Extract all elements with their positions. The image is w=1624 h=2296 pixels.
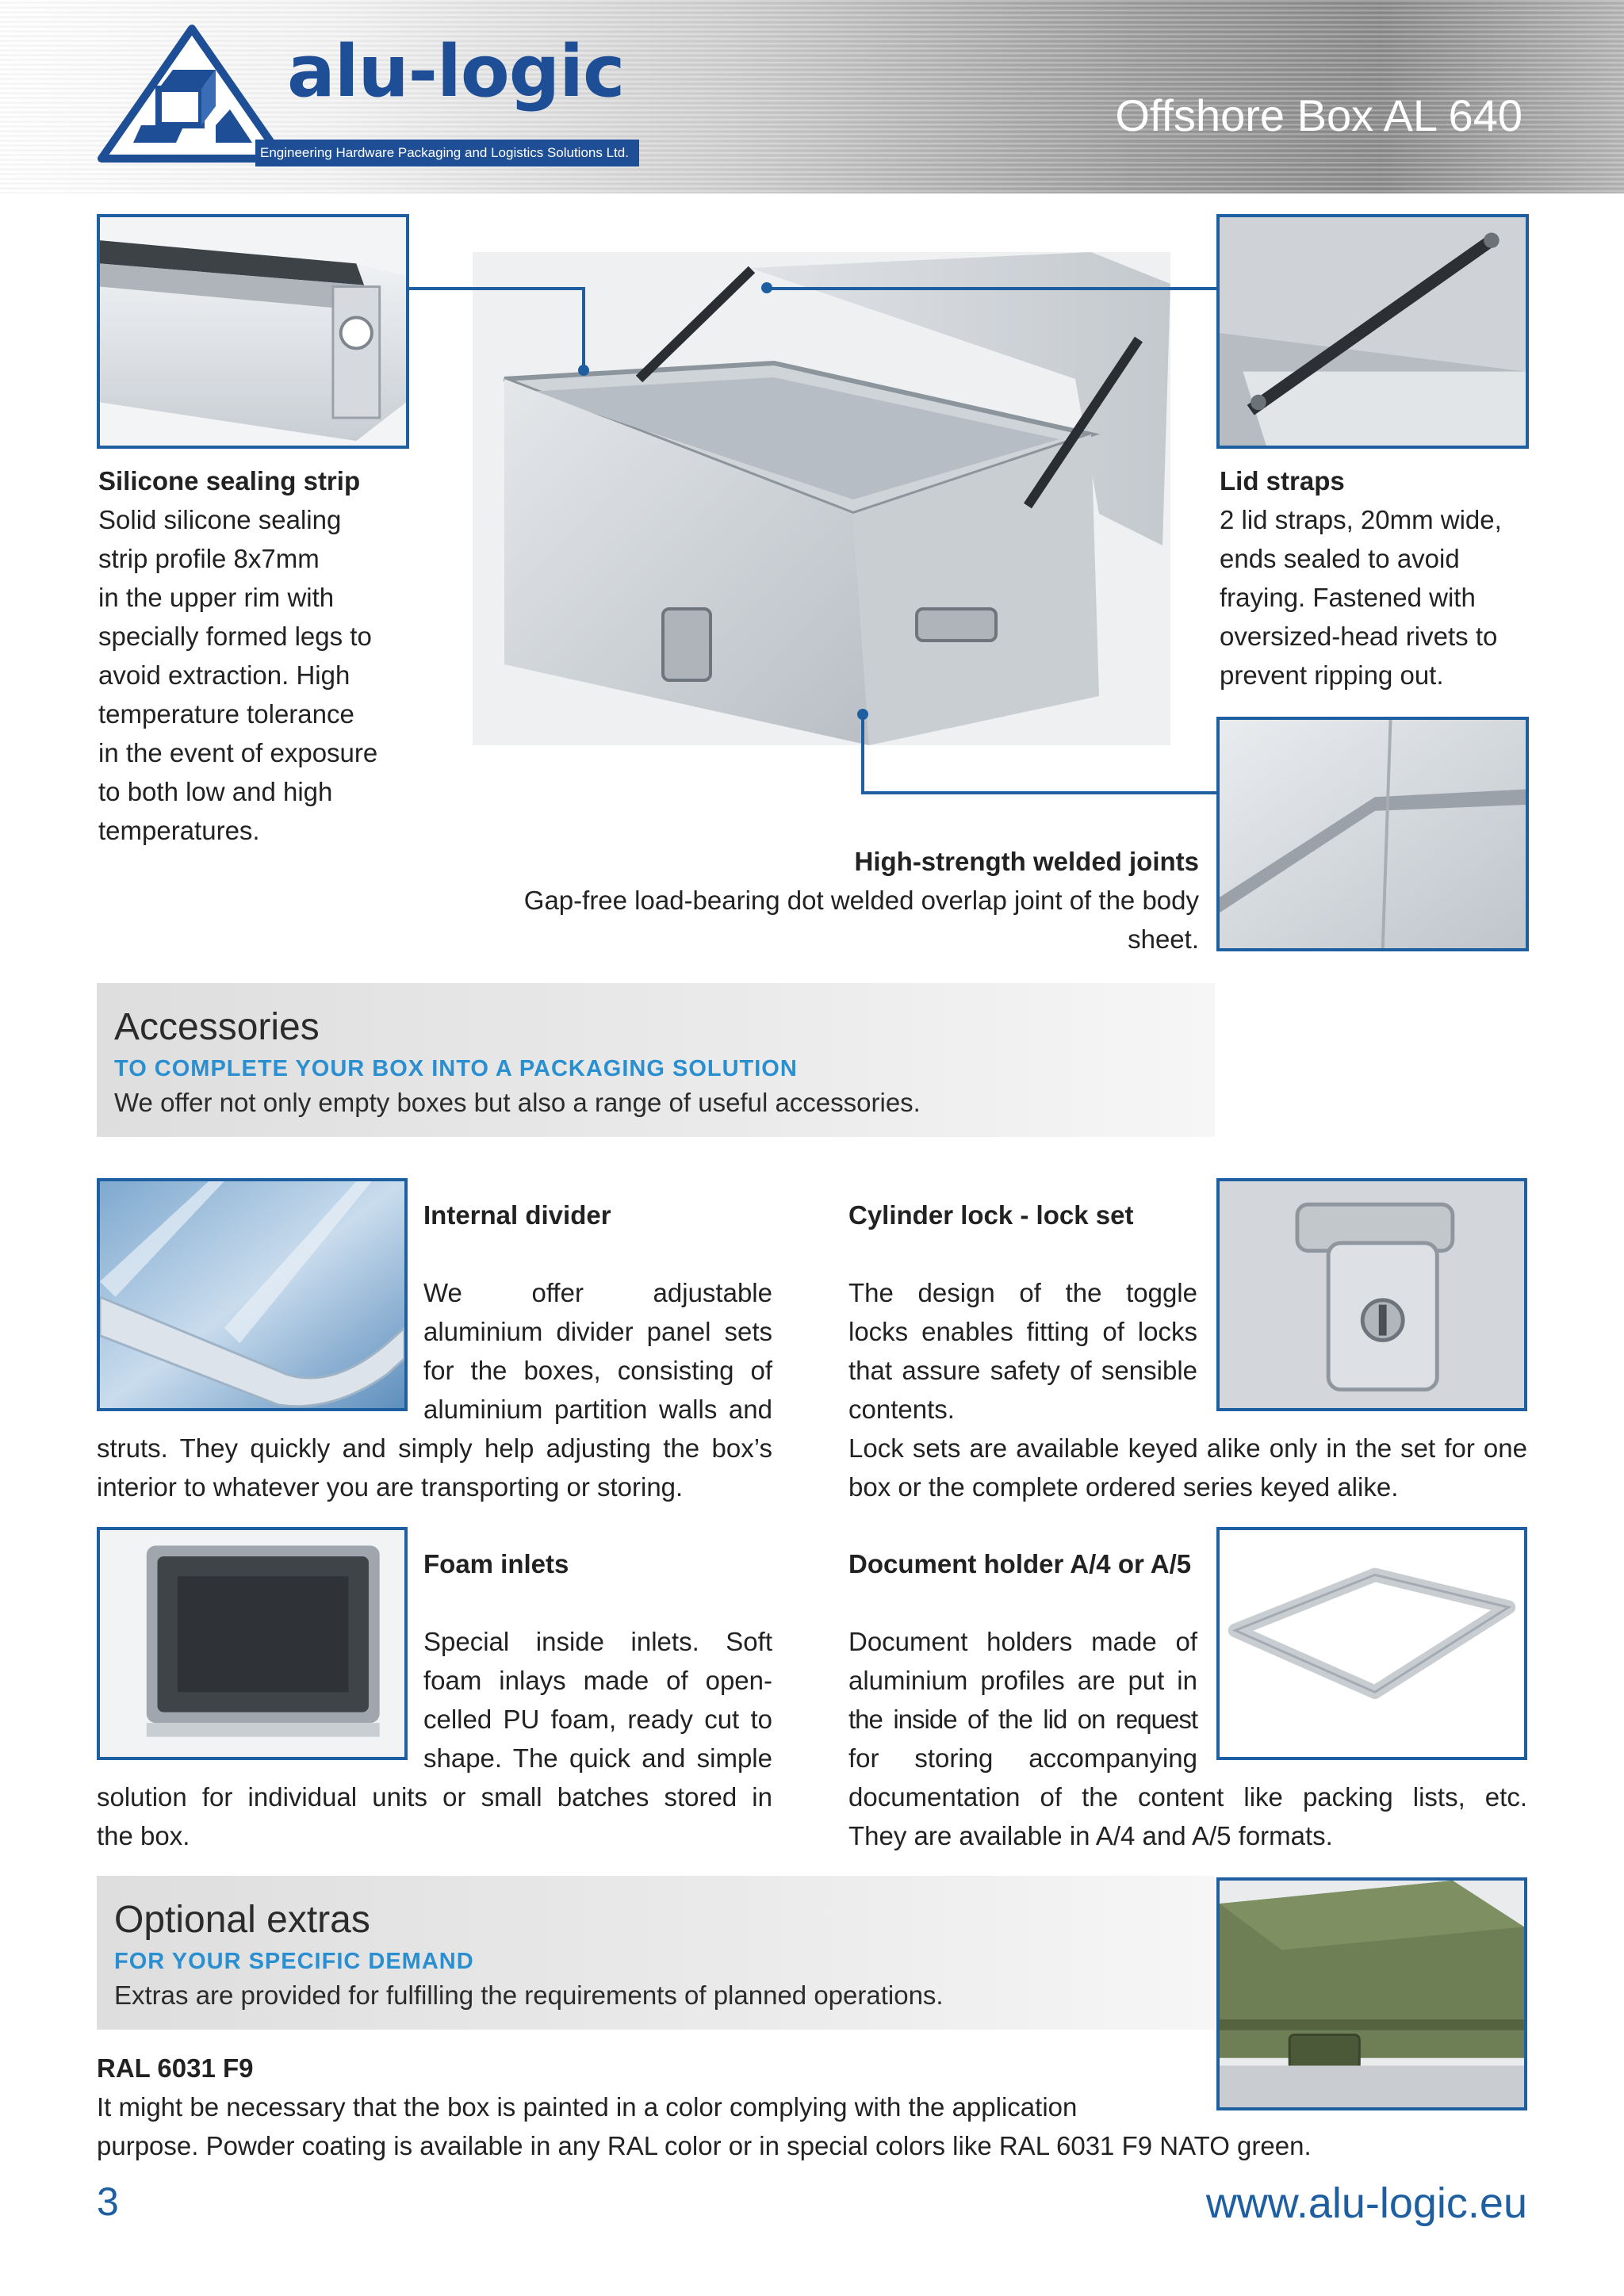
accessories-description: We offer not only empty boxes but also a range of useful accessories. <box>114 1088 921 1117</box>
extras-description: Extras are provided for fulfilling the requirements of planned operations. <box>114 1980 944 2010</box>
lid-straps-text <box>1220 461 1553 695</box>
lock-line: Lock sets are available keyed alike only in the set for one <box>848 1433 1527 1463</box>
callout-dot-straps <box>761 282 772 293</box>
divider-line: struts. They quickly and simply help adjusting the box’s <box>97 1433 772 1463</box>
foam-line: Special inside inlets. Soft <box>423 1627 772 1656</box>
page-header <box>0 0 1624 193</box>
straps-line: prevent ripping out. <box>1220 660 1444 690</box>
document-line: aluminium profiles are put in <box>848 1666 1197 1695</box>
accessories-subtitle: TO COMPLETE YOUR BOX INTO A PACKAGING SOLUTION <box>114 1056 798 1081</box>
cylinder-lock-text <box>848 1196 1197 1429</box>
cylinder-lock-photo <box>1216 1178 1527 1411</box>
lock-line: box or the complete ordered series keyed alike. <box>848 1472 1399 1502</box>
lock-line: The design of the toggle <box>848 1278 1197 1307</box>
callout-line-joints <box>861 791 1216 794</box>
divider-line: aluminium partition walls and <box>423 1395 772 1424</box>
callout-dot-joints <box>857 709 868 720</box>
internal-divider-photo <box>97 1178 408 1411</box>
page-title: Offshore Box AL 640 <box>1115 90 1522 140</box>
foam-line: the box. <box>97 1821 190 1850</box>
ral-heading: RAL 6031 F9 <box>97 2053 254 2083</box>
divider-line: We offer adjustable <box>423 1278 772 1307</box>
callout-line-straps <box>766 287 1216 290</box>
extras-subtitle: FOR YOUR SPECIFIC DEMAND <box>114 1949 474 1974</box>
document-holder-text-wide <box>848 1777 1527 1855</box>
internal-divider-text <box>423 1196 772 1429</box>
divider-line: interior to whatever you are transporting or storing. <box>97 1472 684 1502</box>
document-line: Document holders made of <box>848 1627 1197 1656</box>
document-line: for storing accompanying <box>848 1743 1197 1773</box>
foam-inlets-heading: Foam inlets <box>423 1549 569 1578</box>
straps-line: 2 lid straps, 20mm wide, <box>1220 505 1502 534</box>
main-box-photo <box>473 252 1170 745</box>
sealing-line: to both low and high <box>98 777 333 806</box>
accessories-band <box>97 983 1215 1137</box>
sealing-line: Solid silicone sealing <box>98 505 342 534</box>
extras-title: Optional extras <box>114 1899 370 1941</box>
sealing-line: specially formed legs to <box>98 622 372 651</box>
sealing-line: avoid extraction. High <box>98 660 350 690</box>
welded-joints-text <box>460 842 1199 959</box>
foam-line: solution for individual units or small batches stored in <box>97 1782 772 1812</box>
document-holder-text <box>848 1544 1197 1777</box>
sealing-line: in the upper rim with <box>98 583 335 612</box>
welded-joints-heading: High-strength welded joints <box>854 847 1199 876</box>
sealing-line: in the event of exposure <box>98 738 378 767</box>
ral-text <box>97 2049 1524 2165</box>
accessories-title: Accessories <box>114 1006 320 1048</box>
cylinder-lock-text-wide <box>848 1429 1527 1506</box>
document-line: They are available in A/4 and A/5 formats. <box>848 1821 1333 1850</box>
divider-line: for the boxes, consisting of <box>423 1356 772 1385</box>
foam-line: shape. The quick and simple <box>423 1743 772 1773</box>
sealing-line: temperature tolerance <box>98 699 354 729</box>
internal-divider-text-wide <box>97 1429 772 1506</box>
foam-inlets-text <box>423 1544 772 1777</box>
ral-line: purpose. Powder coating is available in any RAL color or in special colors like RAL 6031 F9 NATO green. <box>97 2131 1312 2160</box>
straps-line: ends sealed to avoid <box>1220 544 1460 573</box>
document-line: the inside of the lid on request <box>848 1705 1197 1734</box>
brand-tagline: Engineering Hardware Packaging and Logistics Solutions Ltd. <box>255 140 639 166</box>
straps-line: fraying. Fastened with <box>1220 583 1476 612</box>
document-line: documentation of the content like packing lists, etc. <box>848 1782 1527 1812</box>
welded-joints-photo <box>1216 717 1529 951</box>
lock-line: contents. <box>848 1395 955 1424</box>
website-link[interactable]: www.alu-logic.eu <box>1205 2179 1527 2227</box>
sealing-strip-photo <box>97 214 409 449</box>
document-holder-photo <box>1216 1527 1527 1760</box>
lid-straps-photo <box>1216 214 1529 449</box>
divider-line: aluminium divider panel sets <box>423 1317 772 1346</box>
cylinder-lock-heading: Cylinder lock - lock set <box>848 1200 1134 1230</box>
straps-line: oversized-head rivets to <box>1220 622 1498 651</box>
foam-inlets-text-wide <box>97 1777 772 1855</box>
callout-line-sealing <box>409 287 584 290</box>
callout-line-sealing-v <box>582 287 585 369</box>
callout-line-joints-v <box>861 715 864 793</box>
foam-inlets-photo <box>97 1527 408 1760</box>
callout-dot-sealing <box>578 365 589 376</box>
joints-line: Gap-free load-bearing dot welded overlap joint of the body <box>523 886 1199 915</box>
lock-line: locks enables fitting of locks <box>848 1317 1197 1346</box>
brand-name: alu-logic <box>287 30 625 113</box>
internal-divider-heading: Internal divider <box>423 1200 611 1230</box>
foam-line: foam inlays made of open- <box>423 1666 772 1695</box>
joints-line: sheet. <box>1128 924 1199 954</box>
sealing-line: temperatures. <box>98 816 260 845</box>
sealing-line: strip profile 8x7mm <box>98 544 320 573</box>
page-number: 3 <box>97 2179 119 2224</box>
lid-straps-heading: Lid straps <box>1220 466 1345 496</box>
sealing-strip-heading: Silicone sealing strip <box>98 466 361 496</box>
ral-line: It might be necessary that the box is painted in a color complying with the application <box>97 2092 1078 2122</box>
foam-line: celled PU foam, ready cut to <box>423 1705 772 1734</box>
lock-line: that assure safety of sensible <box>848 1356 1197 1385</box>
extras-band <box>97 1876 1215 2030</box>
sealing-strip-text <box>98 461 431 850</box>
document-holder-heading: Document holder A/4 or A/5 <box>848 1549 1192 1578</box>
